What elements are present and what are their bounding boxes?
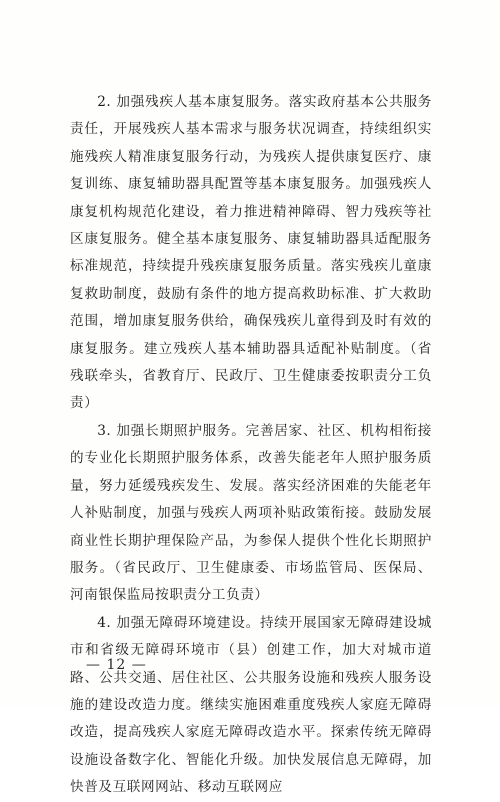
paragraph-rehabilitation-services: 2. 加强残疾人基本康复服务。落实政府基本公共服务责任，开展残疾人基本需求与服务状况调查，持续组织实施残疾人精准康复服务行动，为残疾人提供康复医疗、康复训练、康复辅助器具配置等基本康复服务。加强残疾人康复机构规范化建设，着力推进精神障碍、智力残疾等社区康复服务。健全基本康复服务、康复辅助器具适配服务标准规范，持续提升残疾康复服务质量。落实残疾儿童康复救助制度，鼓励有条件的地方提高救助标准、扩大救助范围，增加康复服务供给，确保残疾儿童得到及时有效的康复服务。建立残疾人基本辅助器具适配补贴制度。（省残联牵头，省教育厅、民政厅、卫生健康委按职责分工负责） (70, 94, 432, 412)
page-number: — 12 — (86, 657, 147, 673)
paragraph-long-term-care: 3. 加强长期照护服务。完善居家、社区、机构相衔接的专业化长期照护服务体系，改善失能老年人照护服务质量，努力延缓残疾发生、发展。落实经济困难的失能老年人补贴制度，加强与残疾人两项补贴政策衔接。鼓励发展商业性长期护理保险产品，为参保人提供个性化长期照护服务。（省民政厅、卫生健康委、市场监管局、医保局、河南银保监局按职责分工负责） (70, 422, 432, 604)
document-body (70, 89, 432, 802)
paragraph-barrier-free-environment: 4. 加强无障碍环境建设。持续开展国家无障碍建设城市和省级无障碍环境市（县）创建工作，加大对城市道路、公共交通、居住社区、公共服务设施和残疾人服务设施的建设改造力度。继续实施困难重度残疾人家庭无障碍改造，提高残疾人家庭无障碍改造水平。探索传统无障碍设施设备数字化、智能化升级。加快发展信息无障碍，加快普及互联网网站、移动互联网应 (70, 614, 432, 796)
